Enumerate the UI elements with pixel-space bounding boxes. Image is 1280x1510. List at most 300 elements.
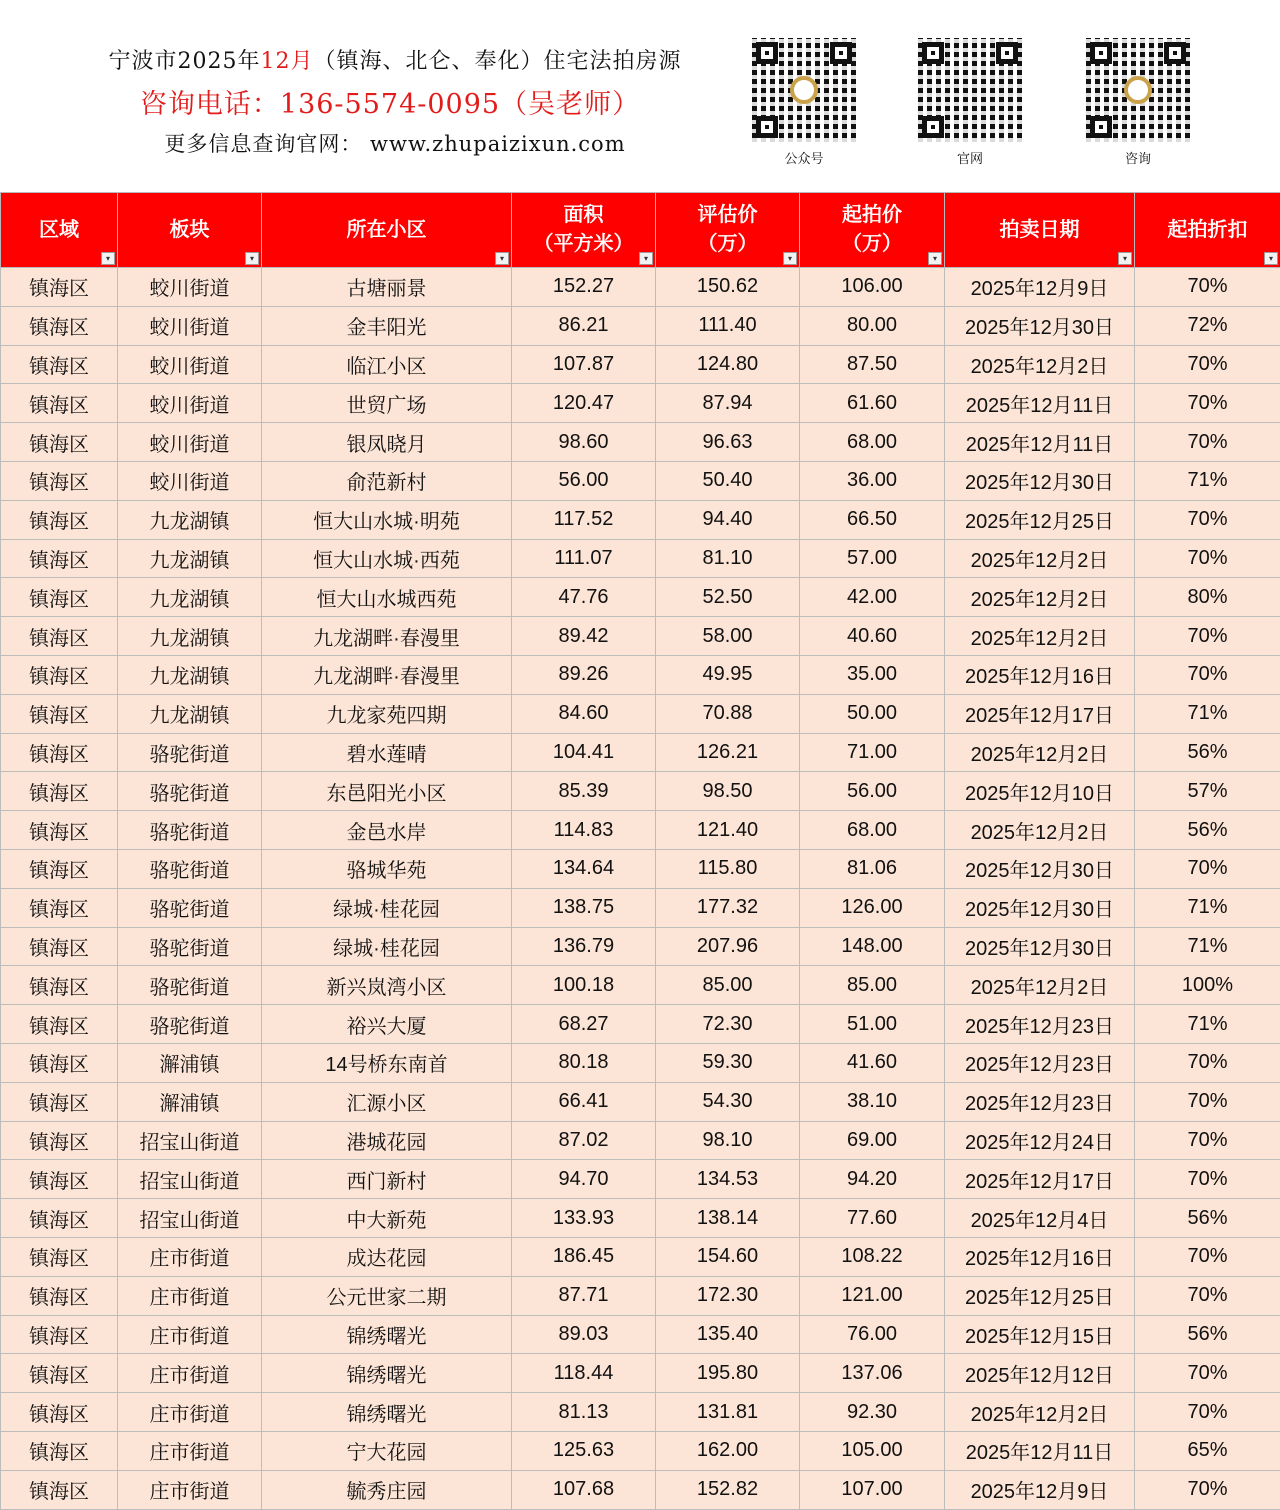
cell-community: 恒大山水城·西苑 [262,539,512,578]
cell-area: 56.00 [512,461,656,500]
cell-area: 134.64 [512,849,656,888]
table-row[interactable] [1,268,1280,307]
table-row[interactable] [1,1199,1280,1238]
cell-start-price: 71.00 [800,733,945,772]
cell-start-price: 80.00 [800,306,945,345]
cell-community: 14号桥东南首 [262,1043,512,1082]
cell-district: 镇海区 [1,772,118,811]
filter-dropdown-icon[interactable]: ▾ [783,252,797,265]
table-row[interactable] [1,306,1280,345]
qr-consult[interactable] [1086,38,1190,167]
listings-table [0,192,1280,1510]
cell-start-price: 85.00 [800,966,945,1005]
cell-appraisal: 52.50 [656,578,800,617]
cell-start-price: 105.00 [800,1431,945,1470]
cell-start-price: 56.00 [800,772,945,811]
cell-discount: 70% [1135,423,1280,462]
column-header-discount[interactable]: 起拍折扣 ▾ [1135,193,1280,268]
qr-website[interactable] [918,38,1022,167]
cell-district: 镇海区 [1,966,118,1005]
cell-auction-date: 2025年12月11日 [945,1431,1135,1470]
cell-auction-date: 2025年12月11日 [945,384,1135,423]
cell-auction-date: 2025年12月25日 [945,500,1135,539]
cell-area: 104.41 [512,733,656,772]
cell-discount: 70% [1135,655,1280,694]
cell-discount: 100% [1135,966,1280,1005]
cell-discount: 70% [1135,1160,1280,1199]
cell-appraisal: 54.30 [656,1082,800,1121]
cell-district: 镇海区 [1,1121,118,1160]
cell-community: 宁大花园 [262,1431,512,1470]
cell-district: 镇海区 [1,1393,118,1432]
cell-appraisal: 177.32 [656,888,800,927]
cell-auction-date: 2025年12月17日 [945,1160,1135,1199]
cell-area: 84.60 [512,694,656,733]
cell-discount: 70% [1135,500,1280,539]
qr-label: 咨询 [1086,148,1190,167]
cell-community: 港城花园 [262,1121,512,1160]
cell-start-price: 148.00 [800,927,945,966]
filter-dropdown-icon[interactable]: ▾ [101,252,115,265]
table-row[interactable] [1,1005,1280,1044]
cell-appraisal: 94.40 [656,500,800,539]
cell-discount: 65% [1135,1431,1280,1470]
cell-district: 镇海区 [1,1470,118,1509]
cell-area: 80.18 [512,1043,656,1082]
cell-block: 蛟川街道 [118,423,262,462]
cell-district: 镇海区 [1,888,118,927]
cell-district: 镇海区 [1,268,118,307]
cell-area: 87.71 [512,1276,656,1315]
qr-code-icon [752,38,856,142]
cell-discount: 72% [1135,306,1280,345]
table-row[interactable] [1,1082,1280,1121]
cell-community: 中大新苑 [262,1199,512,1238]
cell-district: 镇海区 [1,1315,118,1354]
cell-block: 蛟川街道 [118,268,262,307]
cell-start-price: 51.00 [800,1005,945,1044]
cell-discount: 70% [1135,1082,1280,1121]
cell-community: 世贸广场 [262,384,512,423]
cell-community: 成达花园 [262,1237,512,1276]
cell-area: 118.44 [512,1354,656,1393]
cell-district: 镇海区 [1,1082,118,1121]
cell-appraisal: 138.14 [656,1199,800,1238]
cell-block: 九龙湖镇 [118,500,262,539]
cell-district: 镇海区 [1,423,118,462]
cell-area: 89.26 [512,655,656,694]
cell-start-price: 76.00 [800,1315,945,1354]
cell-block: 骆驼街道 [118,888,262,927]
cell-area: 86.21 [512,306,656,345]
cell-start-price: 42.00 [800,578,945,617]
cell-appraisal: 87.94 [656,384,800,423]
cell-auction-date: 2025年12月2日 [945,539,1135,578]
cell-start-price: 106.00 [800,268,945,307]
table-row[interactable] [1,1431,1280,1470]
cell-district: 镇海区 [1,461,118,500]
cell-district: 镇海区 [1,1199,118,1238]
cell-community: 毓秀庄园 [262,1470,512,1509]
cell-area: 98.60 [512,423,656,462]
table-row[interactable] [1,1160,1280,1199]
cell-auction-date: 2025年12月23日 [945,1043,1135,1082]
cell-start-price: 36.00 [800,461,945,500]
cell-auction-date: 2025年12月25日 [945,1276,1135,1315]
cell-area: 89.42 [512,617,656,656]
cell-community: 金邑水岸 [262,811,512,850]
cell-auction-date: 2025年12月17日 [945,694,1135,733]
cell-district: 镇海区 [1,811,118,850]
cell-auction-date: 2025年12月23日 [945,1082,1135,1121]
cell-area: 133.93 [512,1199,656,1238]
cell-start-price: 81.06 [800,849,945,888]
cell-district: 镇海区 [1,1354,118,1393]
website-link[interactable]: 更多信息查询官网： www.zhupaizixun.com [0,128,790,158]
cell-community: 九龙湖畔·春漫里 [262,617,512,656]
table-row[interactable] [1,811,1280,850]
cell-block: 骆驼街道 [118,927,262,966]
table-row[interactable] [1,733,1280,772]
cell-appraisal: 98.10 [656,1121,800,1160]
cell-community: 骆城华苑 [262,849,512,888]
qr-label: 官网 [918,148,1022,167]
cell-auction-date: 2025年12月30日 [945,888,1135,927]
qr-code-icon [918,38,1022,142]
cell-appraisal: 135.40 [656,1315,800,1354]
cell-discount: 71% [1135,888,1280,927]
cell-community: 汇源小区 [262,1082,512,1121]
cell-appraisal: 131.81 [656,1393,800,1432]
qr-wechat[interactable] [752,38,856,167]
cell-auction-date: 2025年12月30日 [945,927,1135,966]
cell-district: 镇海区 [1,733,118,772]
cell-discount: 71% [1135,1005,1280,1044]
cell-community: 碧水莲晴 [262,733,512,772]
cell-area: 138.75 [512,888,656,927]
table-row[interactable] [1,966,1280,1005]
table-row[interactable] [1,1237,1280,1276]
cell-discount: 70% [1135,849,1280,888]
cell-appraisal: 172.30 [656,1276,800,1315]
cell-discount: 70% [1135,345,1280,384]
cell-block: 招宝山街道 [118,1121,262,1160]
cell-appraisal: 49.95 [656,655,800,694]
cell-block: 蛟川街道 [118,461,262,500]
cell-block: 骆驼街道 [118,811,262,850]
cell-auction-date: 2025年12月16日 [945,655,1135,694]
cell-area: 47.76 [512,578,656,617]
cell-district: 镇海区 [1,617,118,656]
cell-discount: 80% [1135,578,1280,617]
cell-block: 庄市街道 [118,1470,262,1509]
table-row[interactable] [1,888,1280,927]
cell-start-price: 92.30 [800,1393,945,1432]
cell-district: 镇海区 [1,345,118,384]
cell-block: 招宝山街道 [118,1199,262,1238]
table-header-row [1,193,1280,268]
cell-community: 古塘丽景 [262,268,512,307]
cell-community: 银凤晓月 [262,423,512,462]
cell-block: 澥浦镇 [118,1082,262,1121]
cell-area: 94.70 [512,1160,656,1199]
cell-block: 蛟川街道 [118,306,262,345]
table-row[interactable] [1,500,1280,539]
cell-discount: 70% [1135,539,1280,578]
table-row[interactable] [1,617,1280,656]
cell-discount: 70% [1135,1470,1280,1509]
cell-appraisal: 150.62 [656,268,800,307]
cell-block: 骆驼街道 [118,733,262,772]
cell-community: 临江小区 [262,345,512,384]
cell-auction-date: 2025年12月15日 [945,1315,1135,1354]
cell-community: 锦绣曙光 [262,1393,512,1432]
cell-auction-date: 2025年12月30日 [945,461,1135,500]
cell-discount: 70% [1135,617,1280,656]
cell-appraisal: 59.30 [656,1043,800,1082]
cell-block: 九龙湖镇 [118,578,262,617]
cell-start-price: 126.00 [800,888,945,927]
cell-area: 117.52 [512,500,656,539]
table-row[interactable] [1,1354,1280,1393]
cell-district: 镇海区 [1,849,118,888]
cell-discount: 70% [1135,384,1280,423]
table-row[interactable] [1,1470,1280,1509]
cell-area: 66.41 [512,1082,656,1121]
table-row[interactable] [1,1121,1280,1160]
cell-discount: 70% [1135,1121,1280,1160]
title-suffix: （镇海、北仑、奉化）住宅法拍房源 [313,49,681,74]
cell-start-price: 87.50 [800,345,945,384]
table-row[interactable] [1,423,1280,462]
cell-community: 绿城·桂花园 [262,888,512,927]
cell-district: 镇海区 [1,306,118,345]
title-month: 12月 [260,49,313,74]
column-header-appraisal[interactable]: 评估价 （万） ▾ [656,193,800,268]
cell-appraisal: 152.82 [656,1470,800,1509]
cell-block: 蛟川街道 [118,345,262,384]
cell-block: 庄市街道 [118,1315,262,1354]
cell-auction-date: 2025年12月2日 [945,811,1135,850]
cell-discount: 70% [1135,1354,1280,1393]
cell-auction-date: 2025年12月30日 [945,849,1135,888]
table-row[interactable] [1,1043,1280,1082]
cell-auction-date: 2025年12月2日 [945,966,1135,1005]
cell-area: 85.39 [512,772,656,811]
cell-block: 庄市街道 [118,1431,262,1470]
table-row[interactable] [1,345,1280,384]
cell-block: 庄市街道 [118,1237,262,1276]
cell-community: 公元世家二期 [262,1276,512,1315]
filter-dropdown-icon[interactable]: ▾ [1118,252,1132,265]
cell-start-price: 107.00 [800,1470,945,1509]
cell-discount: 71% [1135,927,1280,966]
cell-start-price: 50.00 [800,694,945,733]
cell-district: 镇海区 [1,578,118,617]
cell-start-price: 77.60 [800,1199,945,1238]
cell-auction-date: 2025年12月30日 [945,306,1135,345]
cell-start-price: 68.00 [800,423,945,462]
cell-start-price: 40.60 [800,617,945,656]
table-row[interactable] [1,1315,1280,1354]
cell-district: 镇海区 [1,384,118,423]
cell-appraisal: 162.00 [656,1431,800,1470]
cell-block: 骆驼街道 [118,772,262,811]
cell-appraisal: 195.80 [656,1354,800,1393]
cell-discount: 71% [1135,461,1280,500]
cell-start-price: 35.00 [800,655,945,694]
cell-area: 81.13 [512,1393,656,1432]
table-row[interactable] [1,849,1280,888]
cell-area: 89.03 [512,1315,656,1354]
column-header-district[interactable]: 区域 ▾ [1,193,118,268]
cell-discount: 70% [1135,268,1280,307]
cell-start-price: 57.00 [800,539,945,578]
table-row[interactable] [1,1393,1280,1432]
table-row[interactable] [1,539,1280,578]
cell-block: 庄市街道 [118,1393,262,1432]
cell-appraisal: 58.00 [656,617,800,656]
cell-community: 裕兴大厦 [262,1005,512,1044]
cell-block: 九龙湖镇 [118,655,262,694]
table-row[interactable] [1,461,1280,500]
cell-district: 镇海区 [1,1043,118,1082]
cell-community: 俞范新村 [262,461,512,500]
table-row[interactable] [1,1276,1280,1315]
table-row[interactable] [1,384,1280,423]
cell-auction-date: 2025年12月9日 [945,268,1135,307]
page-title [0,44,790,75]
cell-block: 骆驼街道 [118,849,262,888]
cell-appraisal: 207.96 [656,927,800,966]
cell-community: 金丰阳光 [262,306,512,345]
cell-auction-date: 2025年12月2日 [945,1393,1135,1432]
cell-start-price: 121.00 [800,1276,945,1315]
cell-discount: 56% [1135,1315,1280,1354]
column-header-block[interactable]: 板块 ▾ [118,193,262,268]
cell-appraisal: 81.10 [656,539,800,578]
cell-community: 西门新村 [262,1160,512,1199]
cell-area: 120.47 [512,384,656,423]
cell-discount: 56% [1135,1199,1280,1238]
cell-district: 镇海区 [1,1005,118,1044]
cell-area: 100.18 [512,966,656,1005]
cell-block: 招宝山街道 [118,1160,262,1199]
column-header-auction-date[interactable]: 拍卖日期 ▾ [945,193,1135,268]
cell-appraisal: 154.60 [656,1237,800,1276]
cell-community: 恒大山水城西苑 [262,578,512,617]
cell-start-price: 66.50 [800,500,945,539]
cell-discount: 56% [1135,733,1280,772]
cell-auction-date: 2025年12月23日 [945,1005,1135,1044]
table-row[interactable] [1,655,1280,694]
cell-community: 绿城·桂花园 [262,927,512,966]
cell-discount: 70% [1135,1393,1280,1432]
table-row[interactable] [1,927,1280,966]
filter-dropdown-icon[interactable]: ▾ [639,252,653,265]
cell-district: 镇海区 [1,1160,118,1199]
filter-dropdown-icon[interactable]: ▾ [1264,252,1278,265]
table-row[interactable] [1,694,1280,733]
cell-start-price: 137.06 [800,1354,945,1393]
cell-auction-date: 2025年12月12日 [945,1354,1135,1393]
cell-block: 九龙湖镇 [118,539,262,578]
cell-appraisal: 85.00 [656,966,800,1005]
cell-community: 锦绣曙光 [262,1315,512,1354]
qr-code-icon [1086,38,1190,142]
cell-appraisal: 121.40 [656,811,800,850]
cell-district: 镇海区 [1,927,118,966]
cell-area: 186.45 [512,1237,656,1276]
cell-discount: 57% [1135,772,1280,811]
cell-block: 澥浦镇 [118,1043,262,1082]
cell-area: 114.83 [512,811,656,850]
cell-appraisal: 126.21 [656,733,800,772]
cell-appraisal: 50.40 [656,461,800,500]
table-body [1,268,1280,1510]
cell-block: 九龙湖镇 [118,694,262,733]
cell-auction-date: 2025年12月10日 [945,772,1135,811]
cell-block: 庄市街道 [118,1354,262,1393]
qr-label: 公众号 [752,148,856,167]
cell-start-price: 61.60 [800,384,945,423]
cell-area: 152.27 [512,268,656,307]
cell-district: 镇海区 [1,655,118,694]
filter-dropdown-icon[interactable]: ▾ [245,252,259,265]
cell-discount: 70% [1135,1237,1280,1276]
column-header-community[interactable]: 所在小区 ▾ [262,193,512,268]
cell-appraisal: 98.50 [656,772,800,811]
cell-auction-date: 2025年12月16日 [945,1237,1135,1276]
cell-auction-date: 2025年12月2日 [945,733,1135,772]
page-header [0,0,1280,192]
cell-start-price: 94.20 [800,1160,945,1199]
cell-area: 107.68 [512,1470,656,1509]
cell-block: 骆驼街道 [118,966,262,1005]
filter-dropdown-icon[interactable]: ▾ [928,252,942,265]
cell-appraisal: 124.80 [656,345,800,384]
cell-area: 68.27 [512,1005,656,1044]
cell-appraisal: 134.53 [656,1160,800,1199]
cell-start-price: 69.00 [800,1121,945,1160]
cell-area: 107.87 [512,345,656,384]
cell-community: 九龙湖畔·春漫里 [262,655,512,694]
cell-area: 87.02 [512,1121,656,1160]
cell-block: 蛟川街道 [118,384,262,423]
cell-district: 镇海区 [1,1431,118,1470]
title-prefix: 宁波市2025年 [108,49,260,74]
cell-discount: 70% [1135,1043,1280,1082]
cell-community: 东邑阳光小区 [262,772,512,811]
cell-discount: 71% [1135,694,1280,733]
cell-auction-date: 2025年12月24日 [945,1121,1135,1160]
cell-appraisal: 96.63 [656,423,800,462]
filter-dropdown-icon[interactable]: ▾ [495,252,509,265]
column-header-area[interactable]: 面积 （平方米） ▾ [512,193,656,268]
cell-discount: 56% [1135,811,1280,850]
cell-auction-date: 2025年12月2日 [945,578,1135,617]
cell-community: 新兴岚湾小区 [262,966,512,1005]
table-row[interactable] [1,578,1280,617]
cell-block: 骆驼街道 [118,1005,262,1044]
cell-district: 镇海区 [1,500,118,539]
cell-auction-date: 2025年12月9日 [945,1470,1135,1509]
cell-start-price: 41.60 [800,1043,945,1082]
cell-start-price: 38.10 [800,1082,945,1121]
cell-community: 锦绣曙光 [262,1354,512,1393]
table-row[interactable] [1,772,1280,811]
column-header-start-price[interactable]: 起拍价 （万） ▾ [800,193,945,268]
